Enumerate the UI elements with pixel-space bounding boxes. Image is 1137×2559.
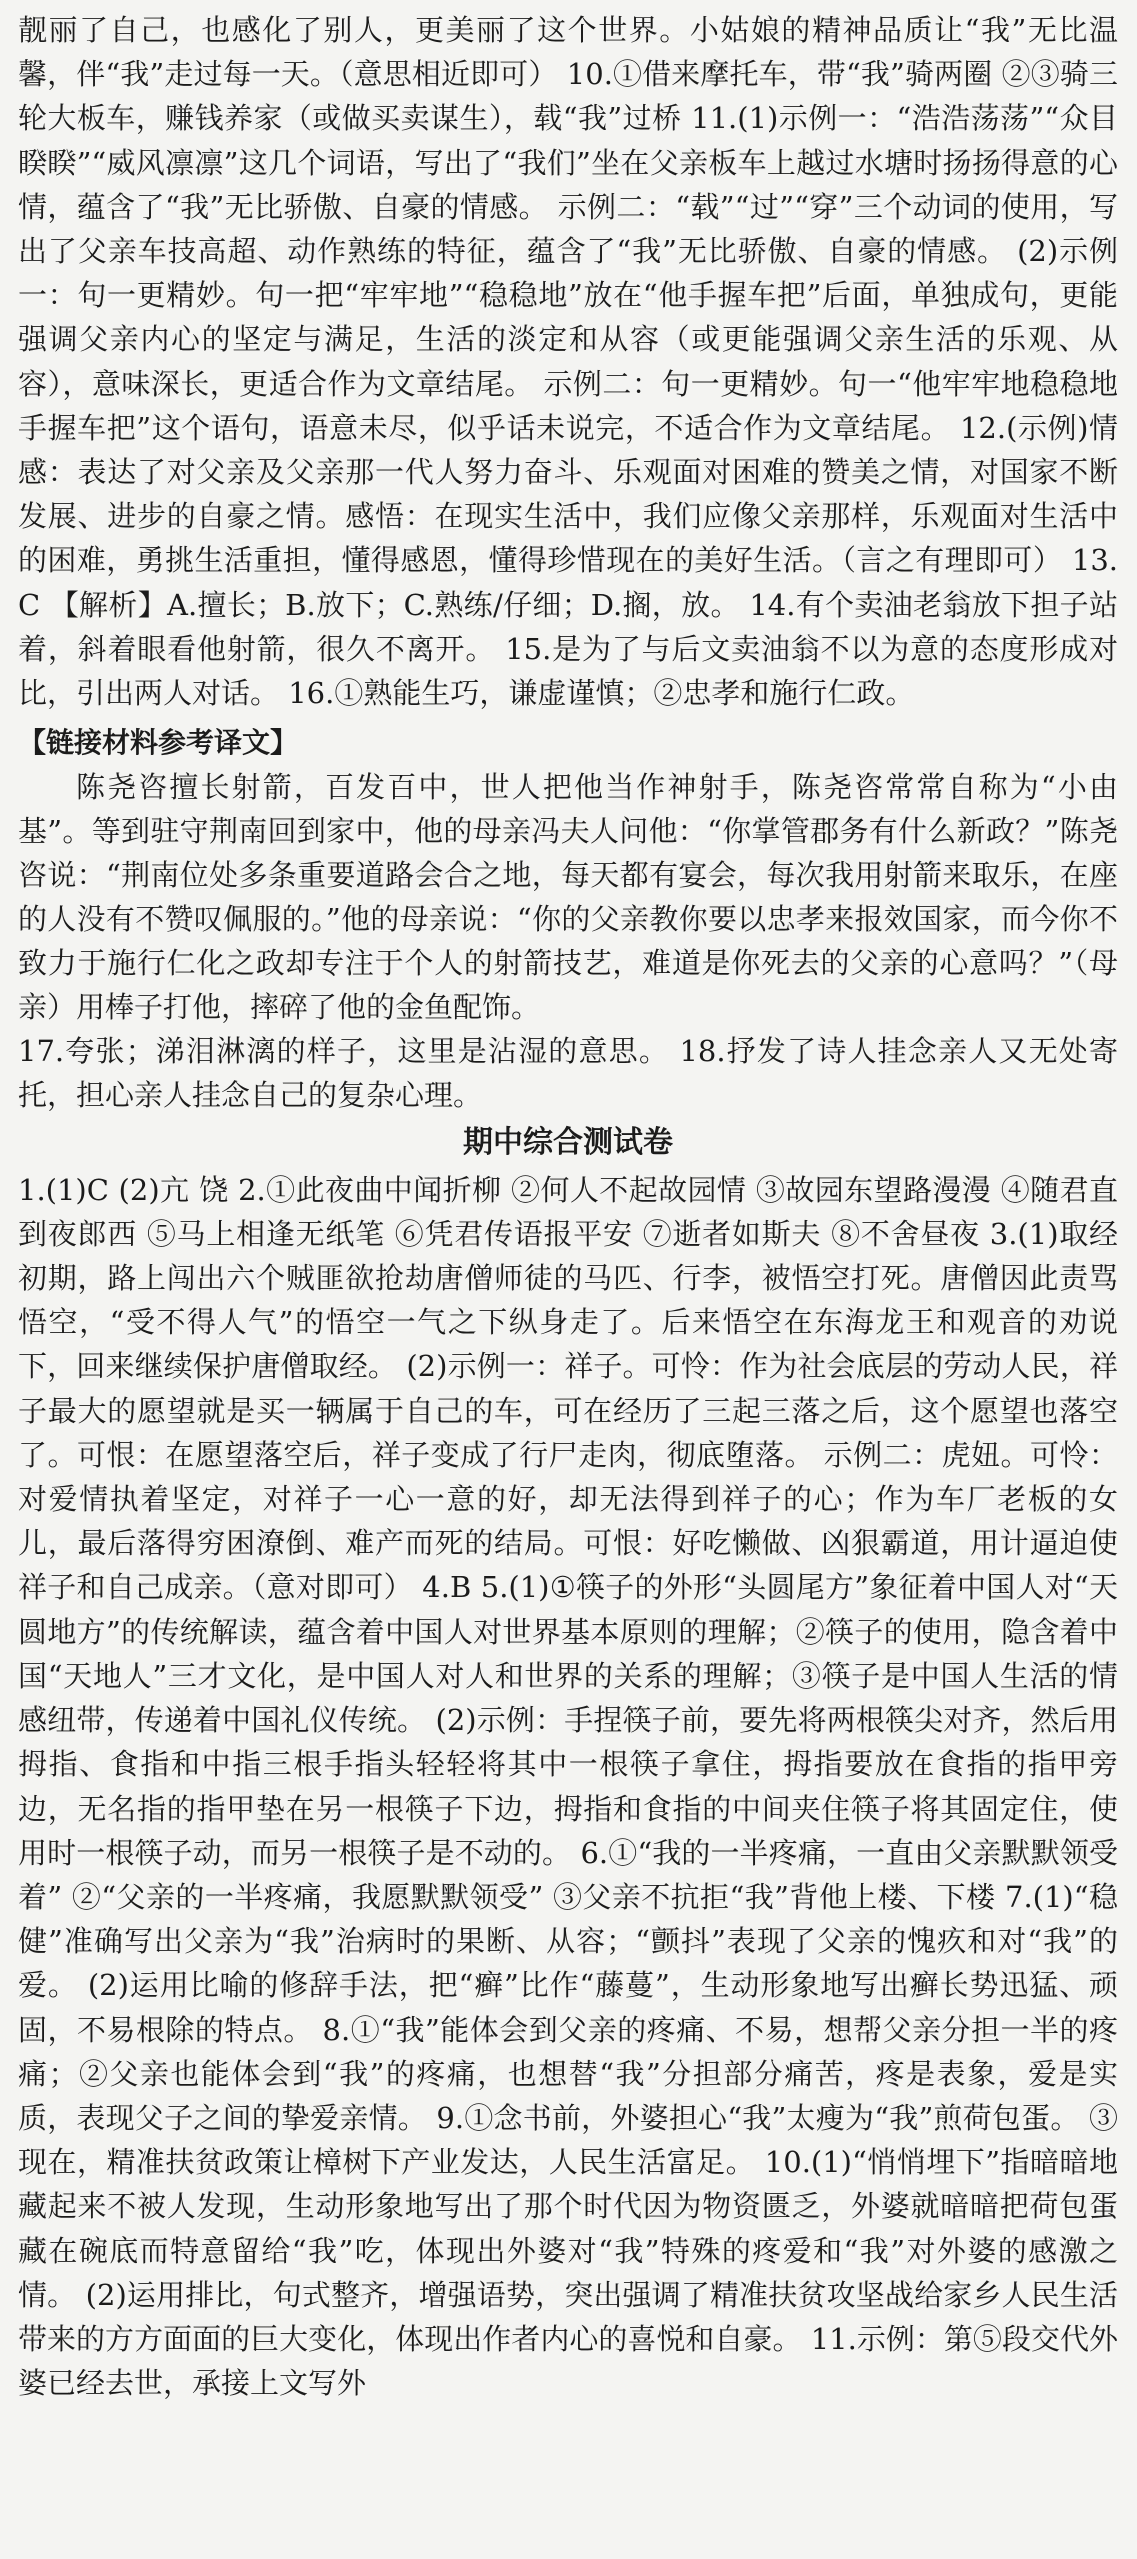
page-bottom-margin [0,2410,1137,2559]
answers-part-2: 17.夸张；涕泪淋漓的样子，这里是沾湿的意思。 18.抒发了诗人挂念亲人又无处寄托，担心亲人挂念自己的复杂心理。 [18,1034,1118,1113]
answers-part-1: 靓丽了自己，也感化了别人，更美丽了这个世界。小姑娘的精神品质让“我”无比温馨，伴“我”走过每一天。（意思相近即可） 10.①借来摩托车，带“我”骑两圈 ②③骑三轮大板车，赚钱养家（或做买卖谋生），载“我”过桥 11.(1)示例一：“浩浩荡荡”“众目睽睽”“威风凛凛”这几个词语，写出了“我们”坐在父亲板车上越过水塘时扬扬得意的心情，蕴含了“我”无比骄傲、自豪的情感。 示例二：“载”“过”“穿”三个动词的使用，写出了父亲车技高超、动作熟练的特征，蕴含了“我”无比骄傲、自豪的情感。 (2)示例一：句一更精妙。句一把“牢牢地”“稳稳地”放在“他手握车把”后面，单独成句，更能强调父亲内心的坚定与满足，生活的淡定和从容（或更能强调父亲生活的乐观、从容），意味深长，更适合作为文章结尾。 示例二：句一更精妙。句一“他牢牢地稳稳地手握车把”这个语句，语意未尽，似乎话未说完，不适合作为文章结尾。 12.(示例)情感：表达了对父亲及父亲那一代人努力奋斗、乐观面对困难的赞美之情，对国家不断发展、进步的自豪之情。感悟：在现实生活中，我们应像父亲那样，乐观面对生活中的困难，勇挑生活重担，懂得感恩，懂得珍惜现在的美好生活。（言之有理即可） 13.C 【解析】A.擅长；B.放下；C.熟练/仔细；D.搁，放。 14.有个卖油老翁放下担子站着，斜着眼看他射箭，很久不离开。 15.是为了与后文卖油翁不以为意的态度形成对比，引出两人对话。 16.①熟能生巧，谦虚谨慎；②忠孝和施行仁政。 [18,13,1118,711]
translation-text: 陈尧咨擅长射箭，百发百中，世人把他当作神射手，陈尧咨常常自称为“小由基”。等到驻守荆南回到家中，他的母亲冯夫人问他：“你掌管郡务有什么新政？”陈尧咨说：“荆南位处多条重要道路会合之地，每天都有宴会，每次我用射箭来取乐，在座的人没有不赞叹佩服的。”他的母亲说：“你的父亲教你要以忠孝来报效国家，而今你不致力于施行仁化之政却专注于个人的射箭技艺，难道是你死去的父亲的心意吗？”（母亲）用棒子打他，摔碎了他的金鱼配饰。 [18,770,1118,1025]
answers-part-3: 1.(1)C (2)亢 饶 2.①此夜曲中闻折柳 ②何人不起故园情 ③故园东望路漫漫 ④随君直到夜郎西 ⑤马上相逢无纸笔 ⑥凭君传语报平安 ⑦逝者如斯夫 ⑧不舍昼夜 3.(1)取经初期，路上闯出六个贼匪欲抢劫唐僧师徒的马匹、行李，被悟空打死。唐僧因此责骂悟空，“受不得人气”的悟空一气之下纵身走了。后来悟空在东海龙王和观音的劝说下，回来继续保护唐僧取经。 (2)示例一：祥子。可怜：作为社会底层的劳动人民，祥子最大的愿望就是买一辆属于自己的车，可在经历了三起三落之后，这个愿望也落空了。可恨：在愿望落空后，祥子变成了行尸走肉，彻底堕落。 示例二：虎妞。可怜：对爱情执着坚定，对祥子一心一意的好，却无法得到祥子的心；作为车厂老板的女儿，最后落得穷困潦倒、难产而死的结局。可恨：好吃懒做、凶狠霸道，用计逼迫使祥子和自己成亲。（意对即可） 4.B 5.(1)①筷子的外形“头圆尾方”象征着中国人对“天圆地方”的传统解读，蕴含着中国人对世界基本原则的理解；②筷子的使用，隐含着中国“天地人”三才文化，是中国人对人和世界的关系的理解；③筷子是中国人生活的情感纽带，传递着中国礼仪传统。 (2)示例：手捏筷子前，要先将两根筷尖对齐，然后用拇指、食指和中指三根手指头轻轻将其中一根筷子拿住，拇指要放在食指的指甲旁边，无名指的指甲垫在另一根筷子下边，拇指和食指的中间夹住筷子将其固定住，使用时一根筷子动，而另一根筷子是不动的。 6.①“我的一半疼痛，一直由父亲默默领受着” ②“父亲的一半疼痛，我愿默默领受” ③父亲不抗拒“我”背他上楼、下楼 7.(1)“稳健”准确写出父亲为“我”治病时的果断、从容；“颤抖”表现了父亲的愧疚和对“我”的爱。 (2)运用比喻的修辞手法，把“癣”比作“藤蔓”，生动形象地写出癣长势迅猛、顽固，不易根除的特点。 8.①“我”能体会到父亲的疼痛、不易，想帮父亲分担一半的疼痛；②父亲也能体会到“我”的疼痛，也想替“我”分担部分痛苦，疼是表象，爱是实质，表现父子之间的挚爱亲情。 9.①念书前，外婆担心“我”太瘦为“我”煎荷包蛋。 ③现在，精准扶贫政策让樟树下产业发达，人民生活富足。 10.(1)“悄悄埋下”指暗暗地藏起来不被人发现，生动形象地写出了那个时代因为物资匮乏，外婆就暗暗把荷包蛋藏在碗底而特意留给“我”吃，体现出外婆对“我”特殊的疼爱和“我”对外婆的感激之情。 (2)运用排比，句式整齐，增强语势，突出强调了精准扶贫攻坚战给家乡人民生活带来的方方面面的巨大变化，体现出作者内心的喜悦和自豪。 11.示例：第⑤段交代外婆已经去世，承接上文写外 [18,1172,1118,2401]
answer-page [18,8,1118,2418]
section-heading: 【链接材料参考译文】 [18,726,299,760]
exam-title: 期中综合测试卷 [463,1124,673,1160]
